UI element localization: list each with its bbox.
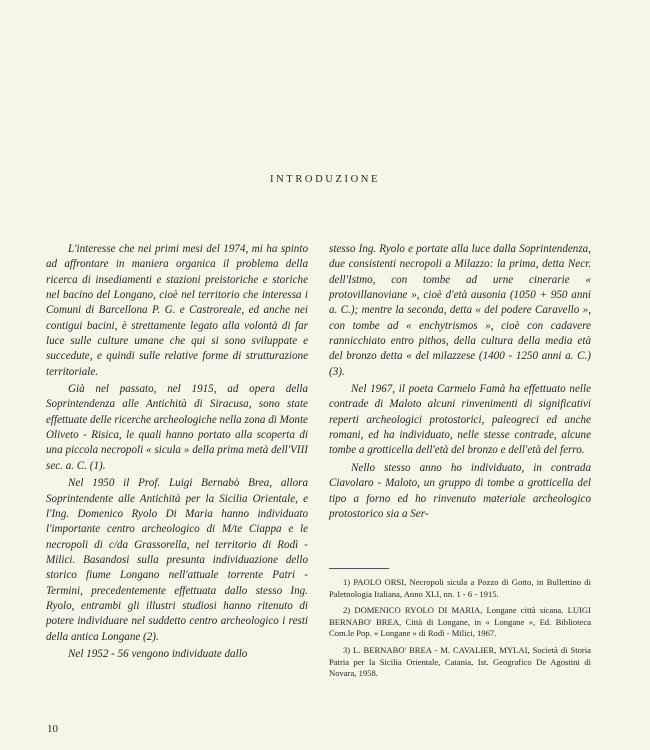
- footnote-divider: [329, 568, 389, 569]
- footnote: 3) L. BERNABO' BREA - M. CAVALIER, MYLAI, Società di Storia Patria per la Sicilia Orientale, Catania, Ist. Geografico De Agostini di Novara, 1958.: [329, 644, 591, 679]
- footnotes: [329, 568, 591, 685]
- paragraph: Nel 1950 il Prof. Luigi Bernabò Brea, allora Soprintendente alle Antichità per la Sicilia Orientale, e l'Ing. Domenico Ryolo Di Maria hanno individuato l'importante centro archeologico di M/te Ciappa e le necropoli di c/da Grassorella, nel territorio di Rodì - Milici. Basandosi sulla presunta individuazione dello storico fiume Longano nell'attuale torrente Patri - Termini, precedentemente effettuata dallo stesso Ing. Ryolo, entrambi gli illustri studiosi hanno ritenuto di potere individuare nel suddetto centro archeologico i resti della antica Longane (2).: [46, 477, 308, 643]
- chapter-title: INTRODUZIONE: [270, 174, 380, 185]
- page-number: 10: [47, 723, 58, 735]
- footnote: 1) PAOLO ORSI, Necropoli sicula a Pozzo di Gotto, in Bullettino di Paletnologia Italiana, Anno XLI, nn. 1 - 6 - 1915.: [329, 577, 591, 599]
- footnote: 2) DOMENICO RYOLO DI MARIA, Longane città sicana. LUIGI BERNABO' BREA, Città di Longane, in « Longane », Ed. Biblioteca Com.le Pop. « Longane » di Rodì - Milici, 1967.: [329, 605, 591, 639]
- paragraph: stesso Ing. Ryolo e portate alla luce dalla Soprintendenza, due consistenti necropoli a Milazzo: la prima, detta Necr. dell'Istmo, con tombe ad urne cinerarie « protovillanoviane », cioè d'età ausonia (1050 + 950 anni a. C.); mentre la seconda, detta « del podere Caravello », con tombe ad « enchytrismos », cioè con cadavere rannicchiato entro pithos, della cultura della media età del bronzo detta « del milazzese (1400 - 1250 anni a. C.) (3).: [329, 243, 591, 378]
- paragraph: Nel 1952 - 56 vengono individuate dallo: [68, 647, 248, 660]
- paragraph: Nello stesso anno ho individuato, in contrada Ciavolaro - Maloto, un gruppo di tombe a grotticella del tipo a forno ed ho rinvenuto materiale archeologico protostorico sia a Ser-: [329, 461, 591, 520]
- right-column: [329, 242, 591, 524]
- left-column: [46, 242, 308, 664]
- paragraph: L'interesse che nei primi mesi del 1974, mi ha spinto ad affrontare in maniera organica il problema della ricerca di insediamenti e stazioni preistoriche e storiche nel bacino del Longano, cioè nel territorio che interessa i Comuni di Barcellona P. G. e Castroreale, ed anche nei contigui bacini, è strettamente legato alla volontà di far luce sulle culture umane che qui si sono sviluppate e succedute, e quindi sulle relative forme di strutturazione territoriale.: [46, 243, 308, 378]
- paragraph: Nel 1967, il poeta Carmelo Famà ha effettuato nelle contrade di Maloto alcuni rinvenimenti di significativi reperti archeologici protostorici, paleogreci ed anche romani, ed ha individuato, nelle stesse contrade, alcune tombe a grotticella dell'età del bronzo e dell'età del ferro.: [329, 383, 591, 457]
- paragraph: Già nel passato, nel 1915, ad opera della Soprintendenza alle Antichità di Siracusa, sono state effettuate delle ricerche archeologiche nella zona di Monte Oliveto - Risica, le quali hanno portato alla scoperta di una piccola necropoli « sicula » della prima metà dell'VIII sec. a. C. (1).: [46, 383, 308, 472]
